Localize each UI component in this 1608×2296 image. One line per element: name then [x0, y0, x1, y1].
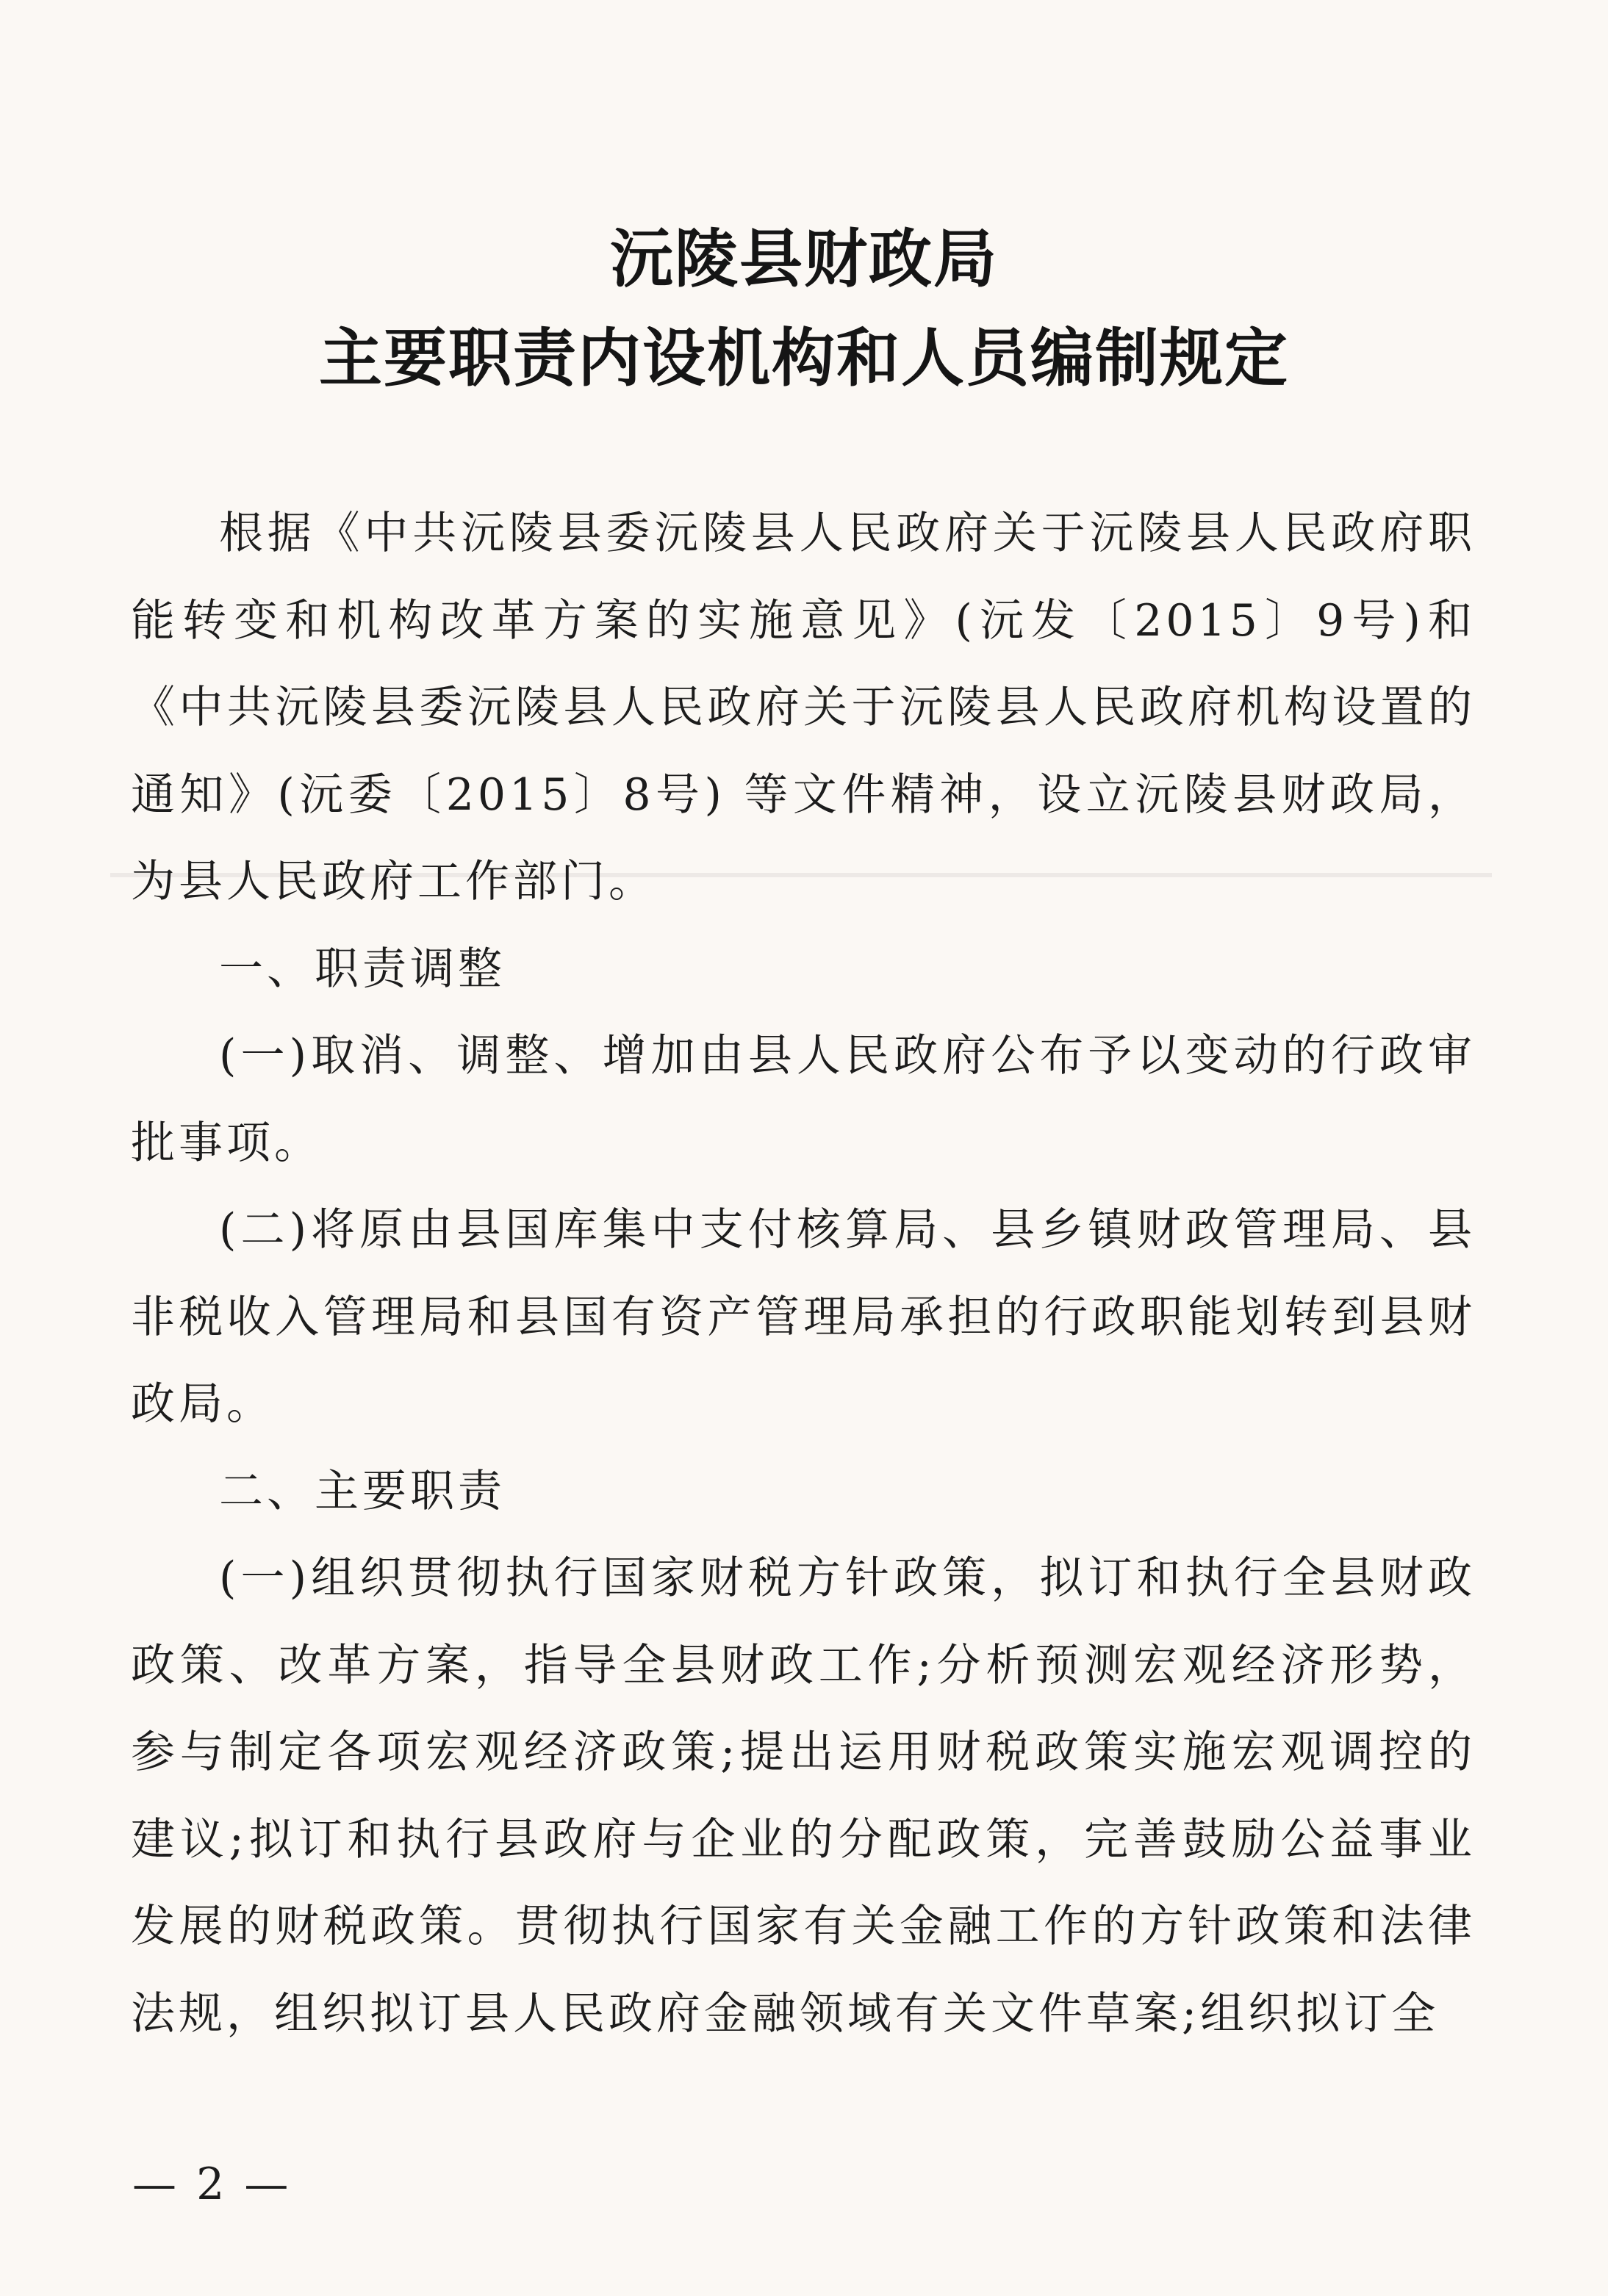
- responsibility-item-1: (一)组织贯彻执行国家财税方针政策，拟订和执行全县财政政策、改革方案，指导全县财政工作;分析预测宏观经济形势，参与制定各项宏观经济政策;提出运用财税政策实施宏观调控的建议;拟订和执行县政府与企业的分配政策，完善鼓励公益事业发展的财税政策。贯彻执行国家有关金融工作的方针政策和法律法规，组织拟订县人民政府金融领域有关文件草案;组织拟订全: [131, 1552, 1476, 2040]
- document-body: [131, 490, 1476, 2057]
- document-title: 沅陵县财政局: [610, 223, 998, 296]
- section-heading-main-responsibilities: 二、主要职责: [219, 1465, 506, 1517]
- document-subtitle: 主要职责内设机构和人员编制规定: [319, 322, 1289, 395]
- adjustment-item-1: (一)取消、调整、增加由县人民政府公布予以变动的行政审批事项。: [131, 1030, 1476, 1169]
- page-number: — 2 —: [132, 2159, 292, 2210]
- intro-paragraph: 根据《中共沅陵县委沅陵县人民政府关于沅陵县人民政府职能转变和机构改革方案的实施意见》(沅发〔2015〕9号)和《中共沅陵县委沅陵县人民政府关于沅陵县人民政府机构设置的通知》(沅委〔2015〕8号) 等文件精神，设立沅陵县财政局，为县人民政府工作部门。: [131, 508, 1476, 907]
- section-heading-responsibility-adjustment: 一、职责调整: [219, 943, 506, 995]
- adjustment-item-2: (二)将原由县国库集中支付核算局、县乡镇财政管理局、县非税收入管理局和县国有资产管理局承担的行政职能划转到县财政局。: [131, 1204, 1476, 1430]
